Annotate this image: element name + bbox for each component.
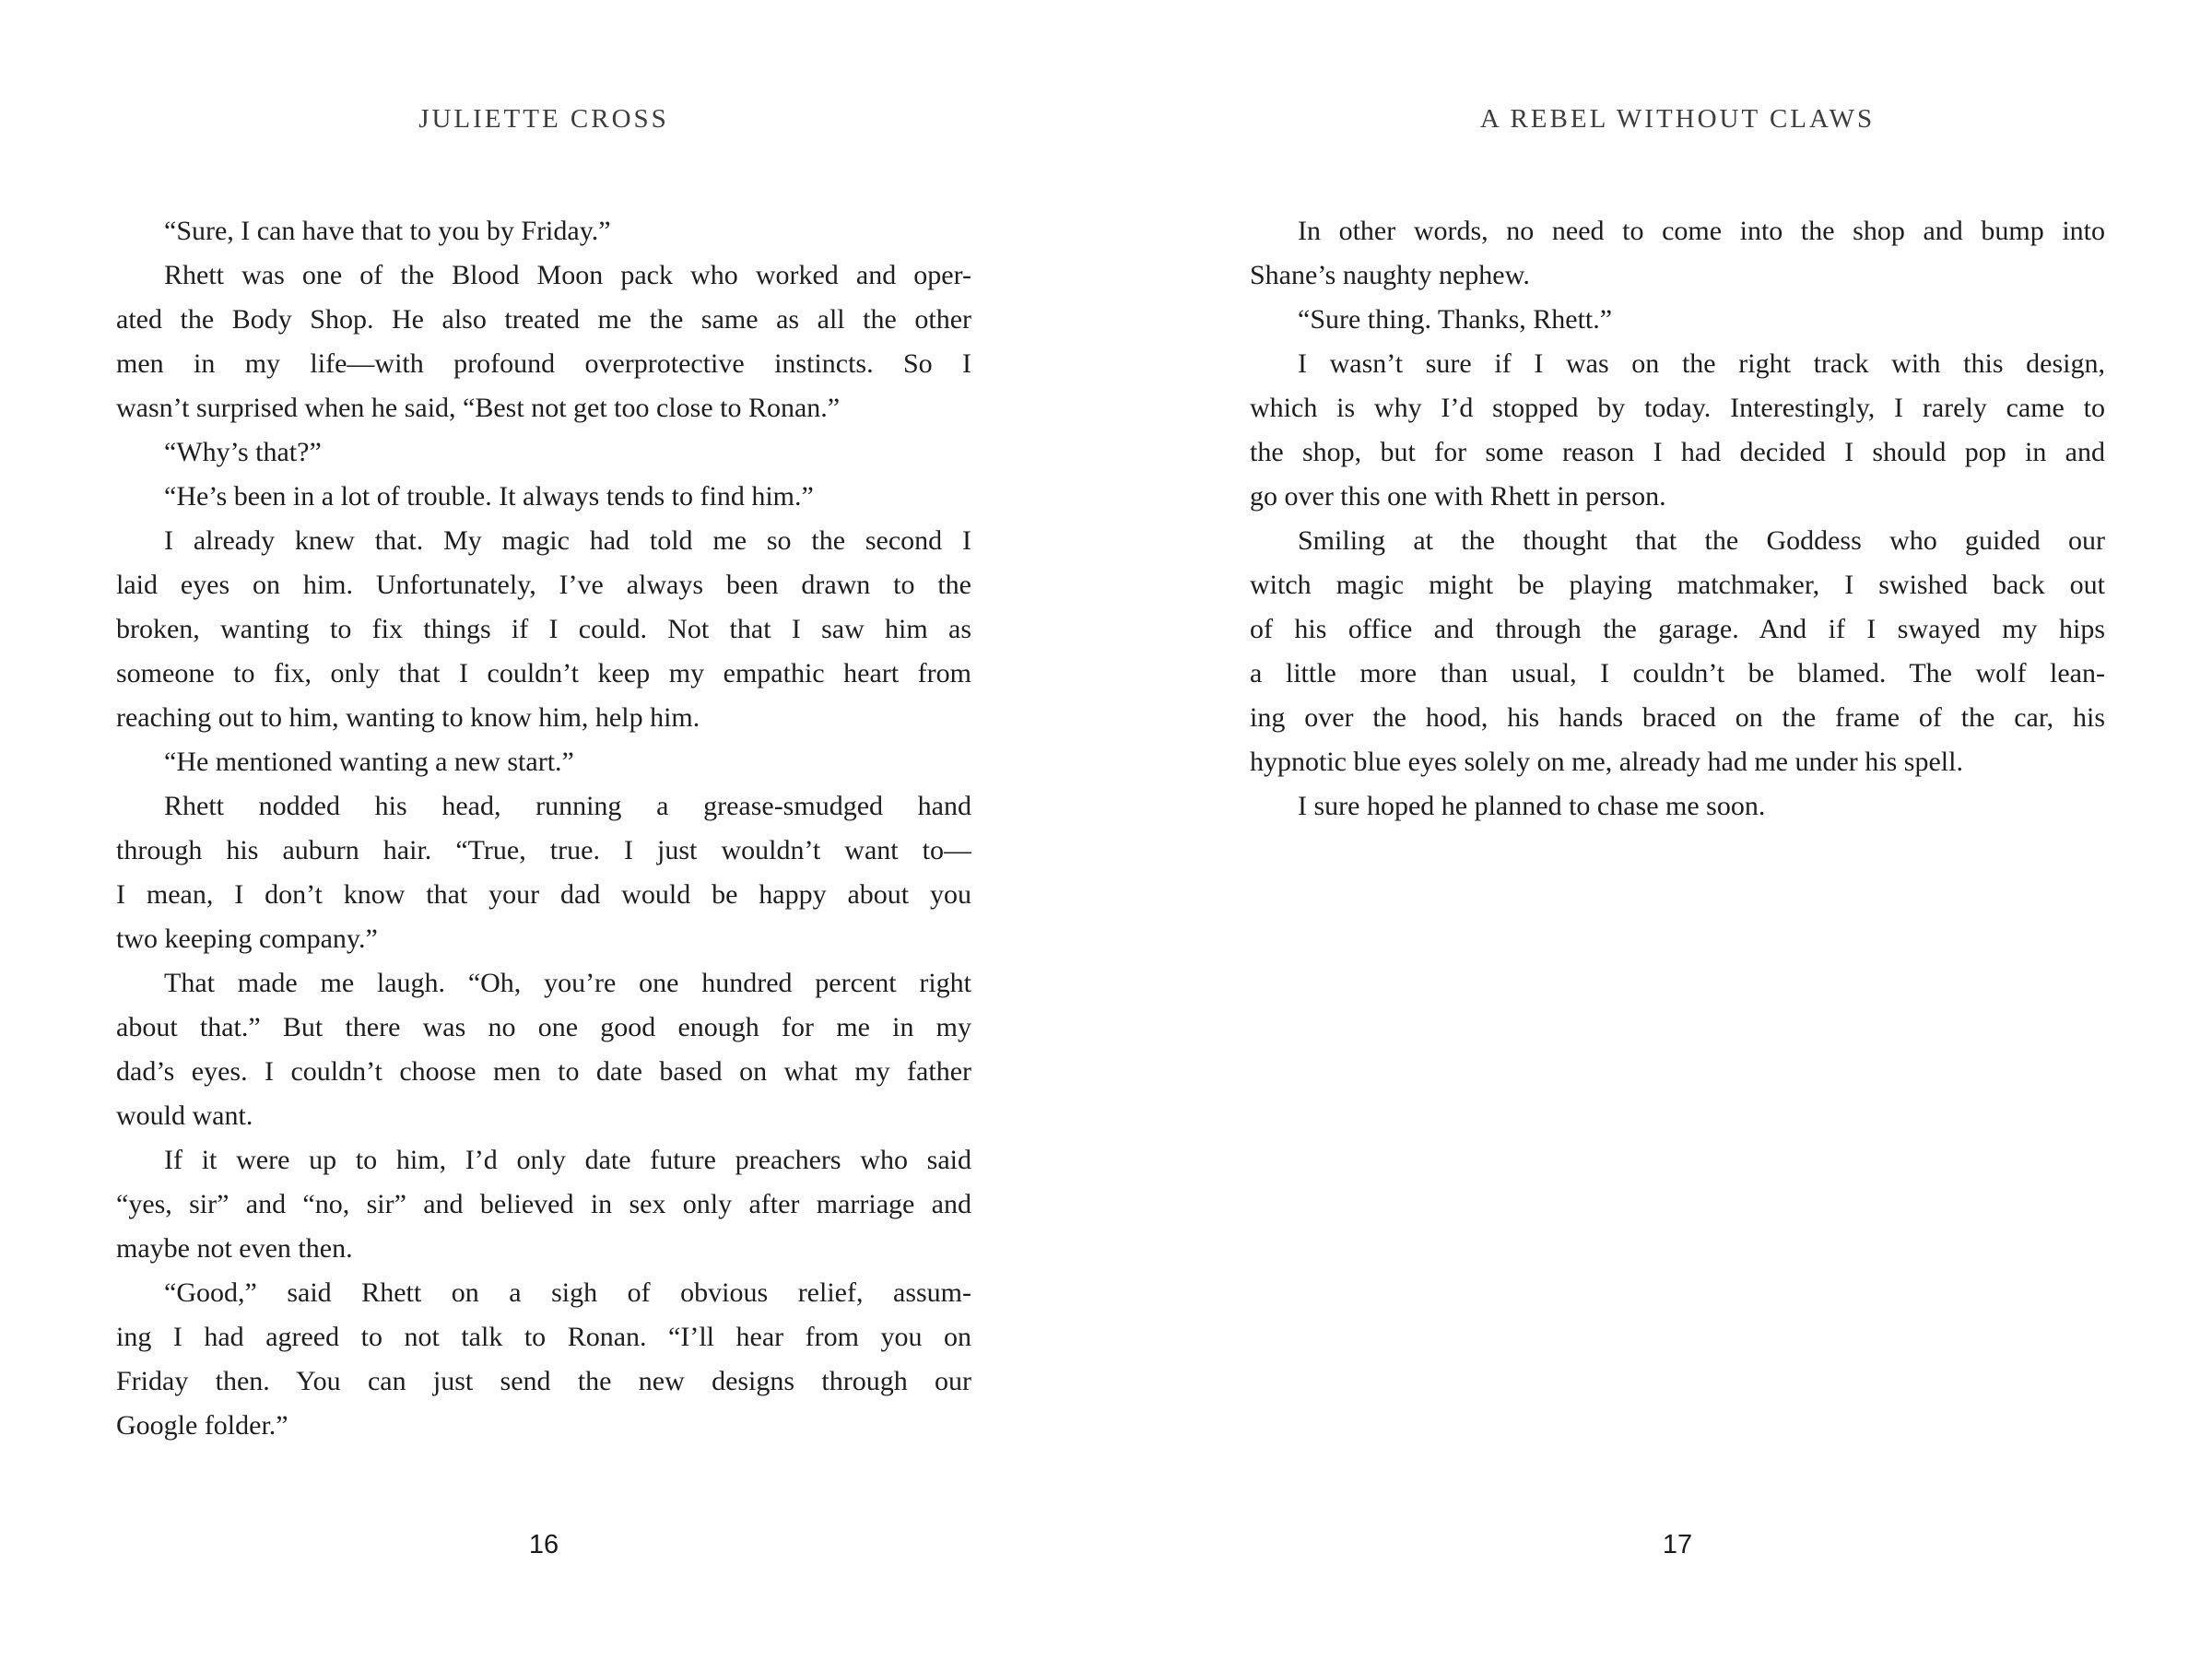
text-line: hypnotic blue eyes solely on me, already had me under his spell.: [1250, 747, 1963, 777]
text-line: witch magic might be playing matchmaker, I swished back out: [1250, 570, 2105, 600]
text-line: That made me laugh. “Oh, you’re one hundred percent right: [164, 968, 971, 998]
text-line: “yes, sir” and “no, sir” and believed in sex only after marriage and: [116, 1189, 971, 1219]
text-line: “He’s been in a lot of trouble. It always tends to find him.”: [164, 481, 814, 512]
text-line: two keeping company.”: [116, 924, 378, 954]
text-line: I wasn’t sure if I was on the right track with this design,: [1298, 348, 2105, 379]
text-line: Shane’s naughty nephew.: [1250, 260, 1530, 290]
page-left: [116, 0, 971, 1659]
running-header-title: A REBEL WITHOUT CLAWS: [1479, 104, 1876, 134]
text-line: “Good,” said Rhett on a sigh of obvious relief, assum-: [164, 1277, 971, 1308]
text-line: “Sure, I can have that to you by Friday.”: [164, 216, 611, 246]
text-line: ing over the hood, his hands braced on the frame of the car, his: [1250, 702, 2105, 733]
text-line: Friday then. You can just send the new designs through our: [116, 1366, 971, 1396]
page-number-left: 16: [528, 1530, 559, 1559]
text-line: dad’s eyes. I couldn’t choose men to date based on what my father: [116, 1056, 971, 1087]
text-line: “He mentioned wanting a new start.”: [164, 747, 574, 777]
text-line: a little more than usual, I couldn’t be blamed. The wolf lean-: [1250, 658, 2105, 688]
text-line: I already knew that. My magic had told me so the second I: [164, 525, 971, 556]
text-line: “Sure thing. Thanks, Rhett.”: [1298, 304, 1613, 335]
text-line: Rhett was one of the Blood Moon pack who worked and oper-: [164, 260, 971, 290]
text-line: someone to fix, only that I couldn’t keep my empathic heart from: [116, 658, 971, 688]
text-line: which is why I’d stopped by today. Interestingly, I rarely came to: [1250, 393, 2105, 423]
text-line: In other words, no need to come into the shop and bump into: [1298, 216, 2105, 246]
text-line: wasn’t surprised when he said, “Best not get too close to Ronan.”: [116, 393, 841, 423]
text-line: “Why’s that?”: [164, 437, 322, 467]
text-line: go over this one with Rhett in person.: [1250, 481, 1666, 512]
text-line: Google folder.”: [116, 1410, 288, 1441]
text-line: about that.” But there was no one good enough for me in my: [116, 1012, 971, 1042]
text-column-left: [116, 209, 971, 1448]
text-line: I sure hoped he planned to chase me soon.: [1298, 791, 1766, 821]
page-number-right: 17: [1662, 1530, 1693, 1559]
text-line: If it were up to him, I’d only date future preachers who said: [164, 1145, 971, 1175]
text-line: men in my life—with profound overprotective instincts. So I: [116, 348, 971, 379]
text-line: reaching out to him, wanting to know him, help him.: [116, 702, 700, 733]
text-line: broken, wanting to fix things if I could. Not that I saw him as: [116, 614, 971, 644]
text-line: ated the Body Shop. He also treated me the same as all the other: [116, 304, 971, 335]
text-line: of his office and through the garage. And if I swayed my hips: [1250, 614, 2105, 644]
text-line: laid eyes on him. Unfortunately, I’ve always been drawn to the: [116, 570, 971, 600]
text-line: through his auburn hair. “True, true. I just wouldn’t want to—: [116, 835, 971, 865]
text-line: Smiling at the thought that the Goddess who guided our: [1298, 525, 2105, 556]
text-line: the shop, but for some reason I had decided I should pop in and: [1250, 437, 2105, 467]
page-right: [1250, 0, 2105, 1659]
text-line: I mean, I don’t know that your dad would be happy about you: [116, 879, 971, 910]
text-column-right: [1250, 209, 2105, 829]
text-line: maybe not even then.: [116, 1233, 353, 1264]
text-line: Rhett nodded his head, running a grease-smudged hand: [164, 791, 971, 821]
running-header-author: JULIETTE CROSS: [418, 104, 669, 134]
text-line: ing I had agreed to not talk to Ronan. “I’ll hear from you on: [116, 1322, 971, 1352]
text-line: would want.: [116, 1100, 253, 1131]
